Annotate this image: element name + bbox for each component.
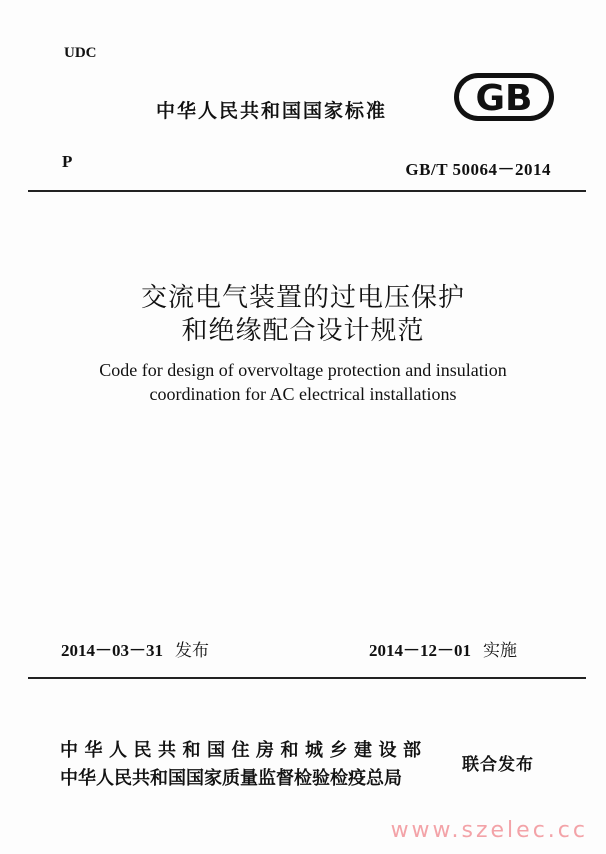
title-en-line2: coordination for AC electrical installations bbox=[149, 384, 457, 404]
joint-issue-label: 联合发布 bbox=[462, 755, 534, 775]
bottom-divider bbox=[28, 677, 586, 679]
implement-date-row bbox=[369, 636, 517, 661]
udc-label: UDC bbox=[64, 45, 97, 61]
issuer-line2: 中华人民共和国国家质量监督检验检疫总局 bbox=[60, 768, 402, 789]
publish-label: 发布 bbox=[175, 641, 209, 661]
publish-date-row bbox=[61, 636, 209, 661]
implement-date: 2014－12－01 bbox=[369, 641, 471, 660]
implement-label: 实施 bbox=[483, 641, 517, 661]
gb-logo-text: GB bbox=[475, 78, 533, 119]
title-en-line1: Code for design of overvoltage protection and insulation bbox=[99, 360, 507, 380]
category-label: P bbox=[62, 152, 73, 171]
issuer-line1: 中华人民共和国住房和城乡建设部 bbox=[60, 740, 428, 761]
standard-number: GB/T 50064－2014 bbox=[405, 160, 551, 179]
standard-type: 中华人民共和国国家标准 bbox=[156, 100, 388, 122]
title-cn-line2: 和绝缘配合设计规范 bbox=[181, 316, 425, 346]
watermark: www.szelec.cc bbox=[390, 818, 588, 843]
top-divider bbox=[28, 190, 586, 192]
publish-date: 2014－03－31 bbox=[61, 641, 163, 660]
title-cn-line1: 交流电气装置的过电压保护 bbox=[140, 283, 465, 313]
gb-logo bbox=[452, 71, 556, 123]
